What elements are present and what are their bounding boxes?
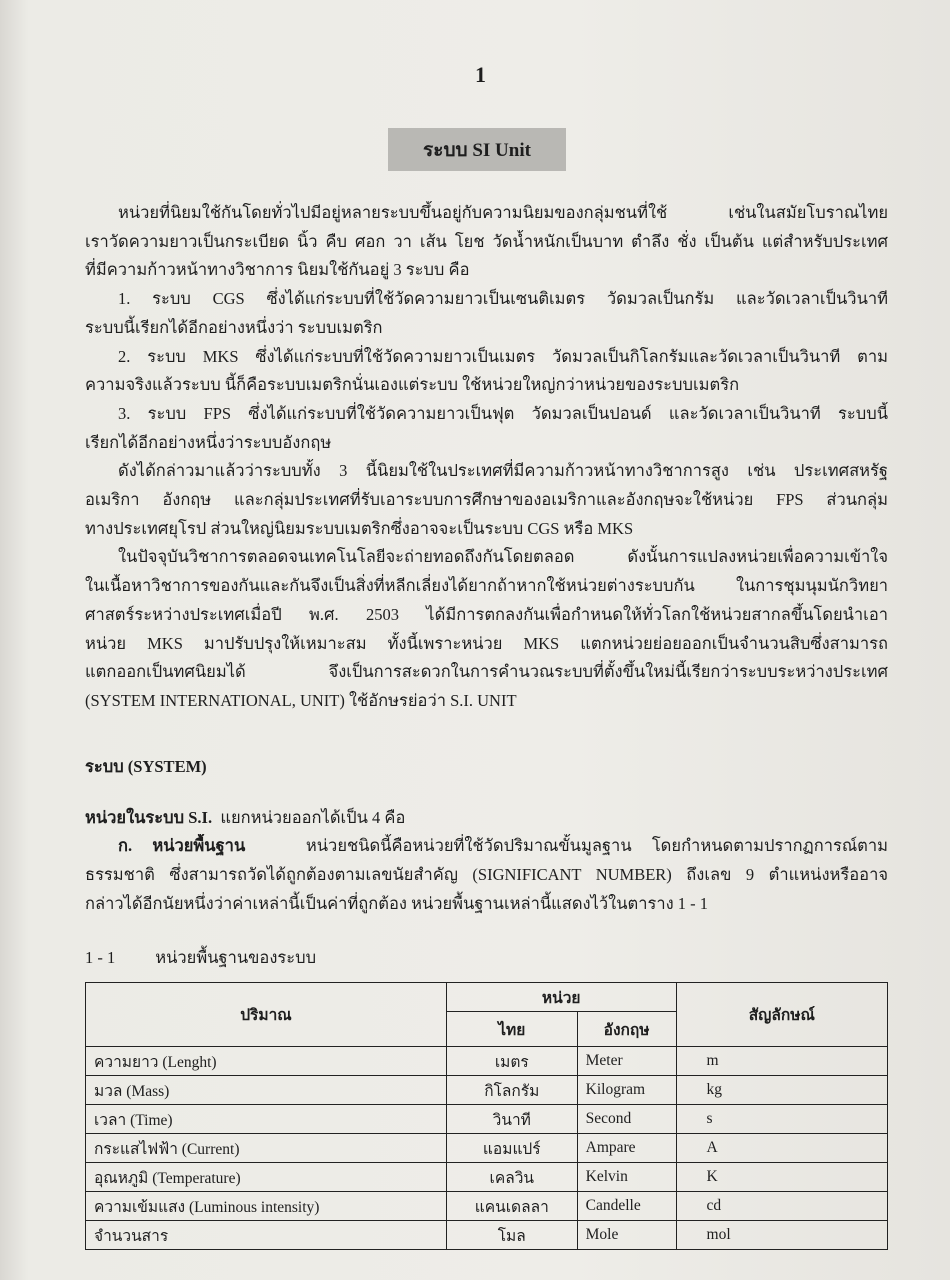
cell-symbol: s [676, 1105, 887, 1134]
cell-symbol: kg [676, 1076, 887, 1105]
cell-english-unit: Second [577, 1105, 676, 1134]
paragraph-line: ระบบนี้เรียกได้อีกอย่างหนึ่งว่า ระบบเมตริก [85, 317, 383, 337]
paragraph-line: ที่มีความก้าวหน้าทางวิชาการ นิยมใช้กันอยู่ 3 ระบบ คือ [85, 260, 470, 280]
table-row [86, 1221, 888, 1250]
cell-symbol: mol [676, 1221, 887, 1250]
base-units-line [118, 834, 888, 858]
cell-quantity: อุณหภูมิ (Temperature) [86, 1163, 447, 1192]
paragraph-line: 3. ระบบ FPS ซึ่งได้แก่ระบบที่ใช้วัดความยาวเป็นฟุต วัดมวลเป็นปอนด์ และวัดเวลาเป็นวินาที ระบบนี้ [118, 403, 888, 423]
cell-english-unit: Candelle [577, 1192, 676, 1221]
cell-symbol: m [676, 1047, 887, 1076]
paragraph-line: เราวัดความยาวเป็นกระเบียด นิ้ว คืบ ศอก วา เส้น โยช วัดน้ำหนักเป็นบาท ตำลึง ชั่ง เป็นต้น แต่สำหรับประเทศ [85, 231, 888, 251]
table-row [86, 1163, 888, 1192]
paragraph-line: แตกออกเป็นทศนิยมได้ จึงเป็นการสะดวกในการคำนวณระบบที่ตั้งขึ้นใหม่นี้เรียกว่าระบบระหว่างประเทศ [85, 662, 888, 682]
table-row [86, 1134, 888, 1163]
table-number: 1 - 1 [85, 948, 116, 967]
cell-quantity: จำนวนสาร [86, 1221, 447, 1250]
base-units-table [85, 982, 888, 1250]
paragraph-line: เรียกได้อีกอย่างหนึ่งว่าระบบอังกฤษ [85, 432, 332, 452]
cell-english-unit: Kilogram [577, 1076, 676, 1105]
cell-thai-unit: โมล [446, 1221, 577, 1250]
header-quantity: ปริมาณ [86, 983, 447, 1047]
header-thai: ไทย [446, 1012, 577, 1047]
header-symbol: สัญลักษณ์ [676, 983, 887, 1047]
si-units-line [85, 806, 888, 830]
cell-english-unit: Kelvin [577, 1163, 676, 1192]
table-row [86, 1047, 888, 1076]
paragraph-line: ในเนื้อหาวิชาการของกันและกันจึงเป็นสิ่งที่หลีกเลี่ยงได้ยากถ้าหากใช้หน่วยต่างระบบกัน ในการชุมนุมนักวิทยา [85, 576, 888, 596]
paragraph-line: ในปัจจุบันวิชาการตลอดจนเทคโนโลยีจะถ่ายทอดถึงกันโดยตลอด ดังนั้นการแปลงหน่วยเพื่อความเข้าใจ [118, 547, 888, 567]
page-number: 1 [475, 62, 486, 87]
page-title: ระบบ SI Unit [388, 128, 566, 171]
cell-english-unit: Ampare [577, 1134, 676, 1163]
cell-quantity: เวลา (Time) [86, 1105, 447, 1134]
paragraph-line: 1. ระบบ CGS ซึ่งได้แก่ระบบที่ใช้วัดความยาวเป็นเซนติเมตร วัดมวลเป็นกรัม และวัดเวลาเป็นวินาที [118, 289, 888, 309]
table-row [86, 1192, 888, 1221]
table-caption [85, 946, 888, 970]
cell-symbol: K [676, 1163, 887, 1192]
paragraph-line: หน่วยที่นิยมใช้กันโดยทั่วไปมีอยู่หลายระบบขึ้นอยู่กับความนิยมของกลุ่มชนที่ใช้ เช่นในสมัยโบราณไทย [118, 203, 888, 222]
table-row [86, 1076, 888, 1105]
base-units-text: หน่วยชนิดนี้คือหน่วยที่ใช้วัดปริมาณขั้นมูลฐาน โดยกำหนดตามปรากฏการณ์ตาม [305, 836, 888, 855]
paragraph-line: อเมริกา อังกฤษ และกลุ่มประเทศที่รับเอาระบบการศึกษาของอเมริกาและอังกฤษจะใช้หน่วย FPS ส่วนกลุ่ม [85, 490, 888, 509]
paragraph-line: (SYSTEM INTERNATIONAL, UNIT) ใช้อักษรย่อว่า S.I. UNIT [85, 690, 517, 710]
table-row [86, 1105, 888, 1134]
header-unit: หน่วย [446, 983, 676, 1012]
base-units-line: ธรรมชาติ ซึ่งสามารถวัดได้ถูกต้องตามเลขนัยสำคัญ (SIGNIFICANT NUMBER) ถึงเลข 9 ตำแหน่งหรืออาจ [85, 865, 888, 884]
cell-english-unit: Meter [577, 1047, 676, 1076]
cell-thai-unit: เมตร [446, 1047, 577, 1076]
cell-thai-unit: เคลวิน [446, 1163, 577, 1192]
paragraph-line: ความจริงแล้วระบบ นี้ก็คือระบบเมตริกนั่นเองแต่ระบบ ใช้หน่วยใหญ่กว่าหน่วยของระบบเมตริก [85, 375, 740, 395]
si-units-label: หน่วยในระบบ S.I. [85, 808, 213, 827]
base-units-label: ก. หน่วยพื้นฐาน [118, 836, 246, 855]
cell-symbol: A [676, 1134, 887, 1163]
si-units-text: แยกหน่วยออกได้เป็น 4 คือ [220, 808, 406, 827]
table-caption-text: หน่วยพื้นฐานของระบบ [155, 948, 317, 967]
cell-thai-unit: วินาที [446, 1105, 577, 1134]
header-english: อังกฤษ [577, 1012, 676, 1047]
cell-thai-unit: กิโลกรัม [446, 1076, 577, 1105]
cell-quantity: ความยาว (Lenght) [86, 1047, 447, 1076]
cell-symbol: cd [676, 1192, 887, 1221]
paragraph-line: หน่วย MKS มาปรับปรุงให้เหมาะสม ทั้งนี้เพราะหน่วย MKS แตกหน่วยย่อยออกเป็นจำนวนสิบซึ่งสามารถ [85, 633, 888, 653]
cell-thai-unit: แอมแปร์ [446, 1134, 577, 1163]
cell-thai-unit: แคนเดลลา [446, 1192, 577, 1221]
cell-quantity: กระแสไฟฟ้า (Current) [86, 1134, 447, 1163]
base-units-line: กล่าวได้อีกนัยหนึ่งว่าค่าเหล่านี้เป็นค่าที่ถูกต้อง หน่วยพื้นฐานเหล่านี้แสดงไว้ในตาราง 1 - 1 [85, 894, 709, 913]
section-heading-system: ระบบ (SYSTEM) [85, 757, 207, 776]
paragraph-line: 2. ระบบ MKS ซึ่งได้แก่ระบบที่ใช้วัดความยาวเป็นเมตร วัดมวลเป็นกิโลกรัมและวัดเวลาเป็นวินาที ตาม [118, 346, 888, 366]
cell-quantity: มวล (Mass) [86, 1076, 447, 1105]
paragraph-line: ศาสตร์ระหว่างประเทศเมื่อปี พ.ศ. 2503 ได้มีการตกลงกันเพื่อกำหนดให้ทั่วโลกใช้หน่วยสากลขึ้นโดยนำเอา [85, 604, 888, 624]
cell-english-unit: Mole [577, 1221, 676, 1250]
paragraph-line: ดังได้กล่าวมาแล้วว่าระบบทั้ง 3 นี้นิยมใช้ในประเทศที่มีความก้าวหน้าทางวิชาการสูง เช่น ประเทศสหรัฐ [118, 461, 888, 481]
cell-quantity: ความเข้มแสง (Luminous intensity) [86, 1192, 447, 1221]
paragraph-line: ทางประเทศยุโรป ส่วนใหญ่นิยมระบบเมตริกซึ่งอาจจะเป็นระบบ CGS หรือ MKS [85, 518, 634, 538]
